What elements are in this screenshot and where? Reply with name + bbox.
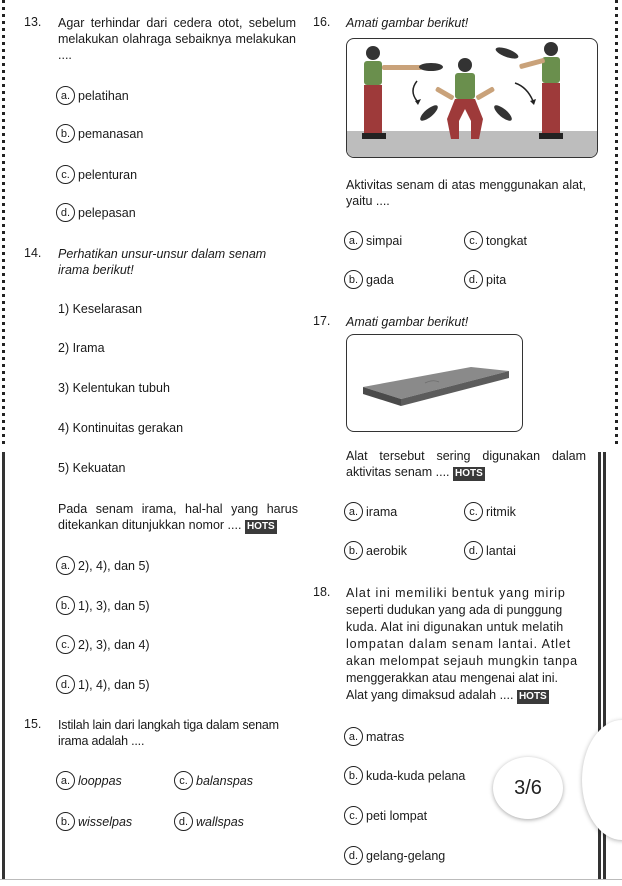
q17-mat-illustration (346, 334, 523, 432)
q15-option-a-text: looppas (78, 773, 122, 788)
q14-option-b-text: 1), 3), dan 5) (78, 598, 150, 613)
q16-option-a[interactable] (344, 231, 402, 250)
q18-option-a-letter: a. (344, 727, 363, 746)
page-indicator[interactable]: 3/6 (493, 757, 563, 819)
q18-option-b-text: kuda-kuda pelana (366, 768, 466, 783)
q18-line-7 (346, 687, 588, 704)
q15-option-a-letter: a. (56, 771, 75, 790)
q14-hots-badge: HOTS (246, 521, 275, 532)
q14-option-b[interactable] (56, 596, 150, 615)
q15-option-b-letter: b. (56, 812, 75, 831)
q14-item-1: 1) Keselarasan (58, 302, 143, 316)
q14-item-3: 3) Kelentukan tubuh (58, 381, 170, 395)
q13-option-a[interactable] (56, 86, 129, 105)
q14-option-c-text: 2), 3), dan 4) (78, 637, 150, 652)
q16-option-b-text: gada (366, 272, 394, 287)
q18-line-3: kuda. Alat ini digunakan untuk melatih (346, 620, 564, 634)
q16-option-b-letter: b. (344, 270, 363, 289)
q14-number: 14. (24, 246, 42, 260)
q15-option-b-text: wisselpas (78, 814, 133, 829)
right-dashed-border (615, 0, 618, 445)
q15-text: Istilah lain dari langkah tiga dalam senam irama adalah .... (58, 718, 279, 748)
q13-option-a-text: pelatihan (78, 88, 129, 103)
q18-option-d-letter: d. (344, 846, 363, 865)
q18-line-7-text: Alat yang dimaksud adalah .... (346, 688, 514, 702)
q18-text (346, 585, 588, 704)
q18-option-a-text: matras (366, 729, 405, 744)
q18-option-b-letter: b. (344, 766, 363, 785)
q17-prompt: Amati gambar berikut! (346, 315, 469, 329)
q14-item-5: 5) Kekuatan (58, 461, 126, 475)
q17-option-b-text: aerobik (366, 543, 407, 558)
q18-line-2: seperti dudukan yang ada di punggung (346, 603, 563, 617)
q14-option-d[interactable] (56, 675, 150, 694)
q14-option-d-letter: d. (56, 675, 75, 694)
q16-option-d[interactable] (464, 270, 506, 289)
q15-option-c-letter: c. (174, 771, 193, 790)
q13-option-d-letter: d. (56, 203, 75, 222)
q15-option-c[interactable] (174, 771, 253, 790)
q18-line-1: Alat ini memiliki bentuk yang mirip (346, 586, 566, 600)
q17-number: 17. (313, 314, 331, 328)
q16-option-b[interactable] (344, 270, 394, 289)
gymnasts-with-clubs-image (347, 39, 597, 157)
q14-question-text: Pada senam irama, hal-hal yang harus ditekankan ditunjukkan nomor .... (58, 502, 298, 532)
left-solid-border (2, 452, 5, 885)
q16-option-c[interactable] (464, 231, 527, 250)
q16-option-d-text: pita (486, 272, 507, 287)
q14-question (58, 501, 298, 534)
q13-option-b[interactable] (56, 124, 143, 143)
q17-text: Alat tersebut sering digunakan dalam aktivitas senam .... (346, 449, 586, 479)
q14-option-c[interactable] (56, 635, 150, 654)
q18-option-b[interactable] (344, 766, 465, 785)
q13-option-a-letter: a. (56, 86, 75, 105)
q15-number: 15. (24, 717, 42, 731)
q14-option-c-letter: c. (56, 635, 75, 654)
q18-option-a[interactable] (344, 727, 404, 746)
q13-option-b-letter: b. (56, 124, 75, 143)
q13-option-c-text: pelenturan (78, 167, 138, 182)
q17-option-a[interactable] (344, 502, 397, 521)
q13-option-c-letter: c. (56, 165, 75, 184)
q15-option-a[interactable] (56, 771, 122, 790)
q17-option-c-letter: c. (464, 502, 483, 521)
side-scroll-handle[interactable] (582, 720, 622, 840)
q16-number: 16. (313, 15, 331, 29)
q18-number: 18. (313, 585, 331, 599)
q15-option-d[interactable] (174, 812, 244, 831)
q16-option-d-letter: d. (464, 270, 483, 289)
q18-option-c-letter: c. (344, 806, 363, 825)
q14-item-2: 2) Irama (58, 341, 105, 355)
q16-option-a-text: simpai (366, 233, 403, 248)
q17-option-d-letter: d. (464, 541, 483, 560)
q18-option-c[interactable] (344, 806, 427, 825)
q18-option-d-text: gelang-gelang (366, 848, 446, 863)
gym-mat-image (347, 335, 522, 431)
q14-option-d-text: 1), 4), dan 5) (78, 677, 150, 692)
q17-option-a-letter: a. (344, 502, 363, 521)
q14-option-a-letter: a. (56, 556, 75, 575)
q18-line-4: lompatan dalam senam lantai. Atlet (346, 637, 572, 651)
q18-line-6: menggerakkan atau mengenai alat ini. (346, 671, 558, 685)
q15-option-d-letter: d. (174, 812, 193, 831)
q15-option-d-text: wallspas (196, 814, 244, 829)
q17-question (346, 448, 586, 481)
q14-option-a[interactable] (56, 556, 150, 575)
q16-option-c-letter: c. (464, 231, 483, 250)
left-dashed-border (2, 0, 5, 445)
q13-text: Agar terhindar dari cedera otot, sebelum melakukan olahraga sebaiknya melakukan .... (58, 16, 296, 62)
q17-hots-badge: HOTS (455, 468, 483, 479)
q17-option-d[interactable] (464, 541, 516, 560)
q13-number: 13. (24, 15, 42, 29)
q14-text: Perhatikan unsur-unsur dalam senam irama berikut! (58, 247, 267, 277)
q17-option-a-text: irama (366, 504, 398, 519)
q17-option-c-text: ritmik (486, 504, 516, 519)
q18-hots-badge: HOTS (518, 691, 547, 702)
q17-option-b[interactable] (344, 541, 407, 560)
q17-option-d-text: lantai (486, 543, 516, 558)
q14-item-4: 4) Kontinuitas gerakan (58, 421, 184, 435)
q15-option-b[interactable] (56, 812, 132, 831)
q18-line-5: akan melompat sejauh mungkin tanpa (346, 654, 578, 668)
q17-option-b-letter: b. (344, 541, 363, 560)
q18-option-d[interactable] (344, 846, 445, 865)
q14-option-a-text: 2), 4), dan 5) (78, 558, 150, 573)
q13-option-b-text: pemanasan (78, 126, 144, 141)
q16-text: Aktivitas senam di atas menggunakan alat, yaitu .... (346, 178, 586, 208)
q13-option-c[interactable] (56, 165, 137, 184)
q18-option-c-text: peti lompat (366, 808, 428, 823)
q13-option-d-text: pelepasan (78, 205, 136, 220)
q15-option-c-text: balanspas (196, 773, 253, 788)
q16-option-c-text: tongkat (486, 233, 528, 248)
q17-option-c[interactable] (464, 502, 516, 521)
q14-option-b-letter: b. (56, 596, 75, 615)
q16-gymnastics-clubs-illustration (346, 38, 598, 158)
q16-option-a-letter: a. (344, 231, 363, 250)
q13-option-d[interactable] (56, 203, 136, 222)
q16-prompt: Amati gambar berikut! (346, 16, 469, 30)
